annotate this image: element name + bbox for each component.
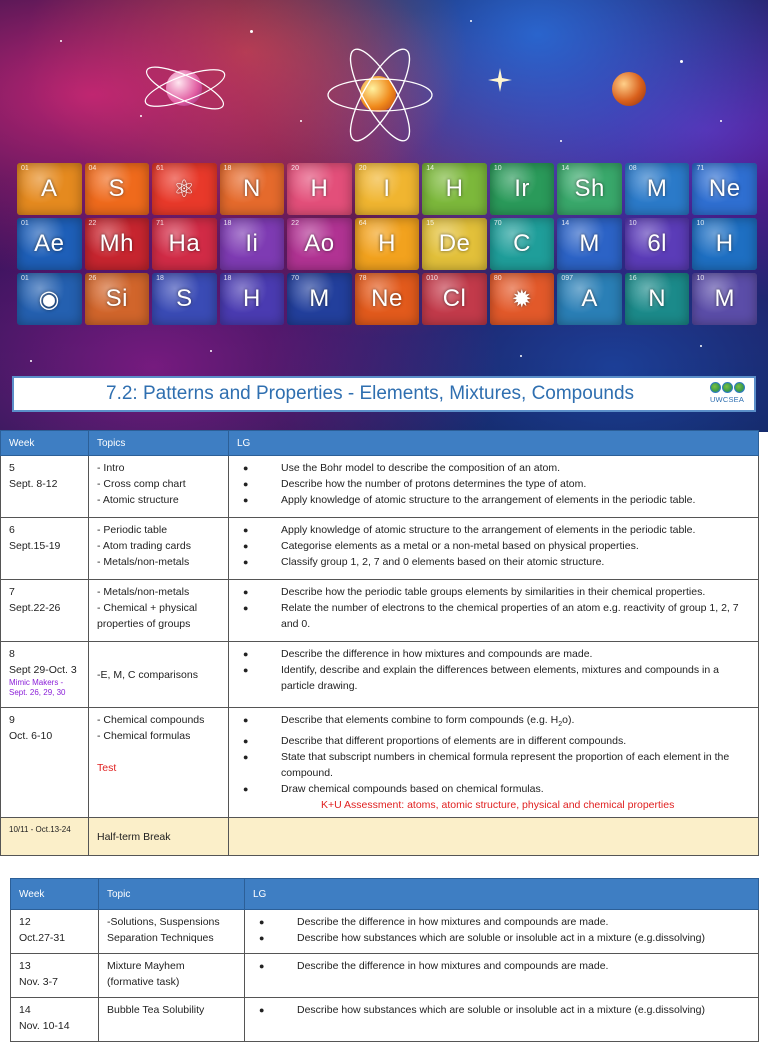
table-row: [1, 708, 759, 818]
element-symbol: H: [715, 230, 734, 257]
element-symbol: I: [383, 175, 391, 202]
atom-orbit-icon: [140, 55, 230, 120]
element-number: 71: [156, 220, 164, 227]
planet-icon: [612, 72, 646, 106]
element-number: 71: [696, 165, 705, 172]
column-header-lg: LG: [229, 431, 759, 456]
page-title: 7.2: Patterns and Properties - Elements, Mixtures, Compounds: [106, 383, 635, 404]
element-symbol: N: [648, 285, 667, 312]
element-symbol: A: [41, 175, 58, 202]
star: [560, 140, 562, 142]
element-symbol: Ne: [708, 175, 741, 202]
element-tile: [17, 218, 82, 270]
topics-cell: Mixture Mayhem (formative task): [99, 954, 245, 998]
element-number: 14: [561, 220, 570, 227]
lg-cell: [229, 642, 759, 708]
lg-cell: [229, 708, 759, 818]
element-tile: [152, 273, 217, 325]
table-row: [11, 998, 759, 1042]
topics-cell: - Periodic table - Atom trading cards - Metals/non-metals: [89, 518, 229, 580]
element-symbol: M: [714, 285, 735, 312]
element-number: 22: [291, 220, 299, 227]
week-cell: 12 Oct.27-31: [11, 910, 99, 954]
mimic-makers-note: Mimic Makers -: [9, 678, 64, 687]
star: [520, 355, 522, 357]
periodic-table-art: [17, 163, 757, 325]
star: [720, 120, 722, 122]
element-number: 10: [493, 165, 502, 172]
element-symbol: Ha: [168, 230, 201, 257]
element-number: 01: [21, 275, 29, 282]
lg-item: ● Describe how the periodic table groups elements by similarities in their chemical properties.: [237, 584, 750, 600]
column-header-topics: Topics: [89, 431, 229, 456]
table-row: [11, 910, 759, 954]
element-tile: [220, 218, 285, 270]
week-cell: 7 Sept.22-26: [1, 580, 89, 642]
star: [60, 40, 62, 42]
element-symbol: Si: [105, 285, 128, 312]
element-number: 20: [358, 165, 367, 172]
logo-text: UWCSEA: [709, 395, 745, 404]
star: [30, 360, 32, 362]
test-note: Test: [97, 762, 117, 774]
lg-item: ● Describe the difference in how mixtures and compounds are made.: [253, 958, 750, 974]
element-symbol: H: [310, 175, 329, 202]
table-row: [1, 456, 759, 518]
element-symbol: Ae: [34, 230, 65, 257]
mimic-makers-dates: Sept. 26, 29, 30: [9, 688, 66, 697]
element-number: 26: [88, 275, 97, 282]
element-number: 80: [493, 275, 502, 282]
star: [470, 20, 472, 22]
element-symbol: M: [579, 230, 600, 257]
element-tile: [85, 273, 150, 325]
element-tile: [152, 163, 217, 215]
element-tile: [85, 218, 150, 270]
element-number: 16: [628, 275, 637, 282]
star: [210, 350, 212, 352]
title-bar: [12, 376, 756, 412]
element-number: 20: [291, 165, 299, 172]
lg-item: ● State that subscript numbers in chemical formula represent the proportion of each element in the compound.: [237, 749, 750, 781]
element-symbol: H: [378, 230, 396, 257]
topics-cell: Bubble Tea Solubility: [99, 998, 245, 1042]
element-number: 22: [88, 220, 97, 227]
uwcsea-logo: [706, 380, 748, 410]
element-tile: [490, 218, 555, 270]
lg-cell: [245, 998, 759, 1042]
element-tile: [85, 163, 150, 215]
lg-cell: [229, 580, 759, 642]
lg-cell: [229, 818, 759, 856]
element-symbol: Mh: [99, 230, 134, 257]
element-symbol: ⚛: [173, 175, 196, 203]
table-header-row: [1, 431, 759, 456]
lg-item: ● Describe the difference in how mixtures and compounds are made.: [253, 914, 750, 930]
lg-item: ● Describe how substances which are soluble or insoluble act in a mixture (e.g.dissolving): [253, 1002, 750, 1018]
element-number: 10: [628, 220, 637, 227]
element-symbol: H: [445, 175, 464, 202]
element-number: 10: [696, 275, 705, 282]
element-tile: [692, 163, 757, 215]
table-row: [11, 954, 759, 998]
table-header-row: [11, 879, 759, 910]
element-symbol: N: [242, 175, 261, 202]
column-header-topic: Topic: [99, 879, 245, 910]
lg-item: ● Apply knowledge of atomic structure to the arrangement of elements in the periodic table.: [237, 492, 750, 508]
lg-item: ● Describe that different proportions of elements are in different compounds.: [237, 733, 750, 749]
star: [680, 60, 683, 63]
table-row: [1, 580, 759, 642]
element-number: 78: [358, 275, 367, 282]
globe-icon: [710, 382, 745, 393]
topics-cell: -E, M, C comparisons: [89, 642, 229, 708]
column-header-week: Week: [1, 431, 89, 456]
element-number: 01: [21, 165, 29, 172]
element-number: 18: [223, 220, 232, 227]
element-symbol: Ii: [245, 230, 259, 257]
lg-item: ● Identify, describe and explain the differences between elements, mixtures and compounds in a particle drawing.: [237, 662, 750, 694]
lg-cell: [229, 456, 759, 518]
element-symbol: Cl: [442, 285, 467, 312]
element-symbol: De: [438, 230, 471, 257]
element-tile: [692, 273, 757, 325]
lg-item: ● Describe how the number of protons determines the type of atom.: [237, 476, 750, 492]
element-number: 61: [156, 165, 164, 172]
element-symbol: H: [242, 285, 261, 312]
topics-cell: Half-term Break: [89, 818, 229, 856]
element-tile: [220, 273, 285, 325]
lg-item: ● Draw chemical compounds based on chemical formulas.: [237, 781, 750, 797]
element-number: 70: [493, 220, 502, 227]
atom-icon: [325, 45, 435, 145]
lg-item: ● Describe that elements combine to form compounds (e.g. $H_2o$).: [237, 712, 750, 733]
element-number: 14: [426, 165, 435, 172]
week-cell: 14 Nov. 10-14: [11, 998, 99, 1042]
lg-item: ● Apply knowledge of atomic structure to the arrangement of elements in the periodic table.: [237, 522, 750, 538]
element-tile: [355, 163, 420, 215]
lg-item: ● Describe the difference in how mixtures and compounds are made.: [237, 646, 750, 662]
cover-banner: [0, 0, 768, 432]
element-number: 18: [156, 275, 164, 282]
lg-item: ● Describe how substances which are soluble or insoluble act in a mixture (e.g.dissolving): [253, 930, 750, 946]
week-cell: 13 Nov. 3-7: [11, 954, 99, 998]
topics-cell: - Intro - Cross comp chart - Atomic structure: [89, 456, 229, 518]
element-number: 15: [426, 220, 435, 227]
element-number: 14: [561, 165, 570, 172]
element-number: 18: [223, 275, 232, 282]
element-tile: [625, 273, 690, 325]
element-symbol: S: [108, 175, 126, 202]
element-tile: [422, 273, 487, 325]
lg-item: ● Categorise elements as a metal or a non-metal based on physical properties.: [237, 538, 750, 554]
element-symbol: M: [309, 285, 330, 312]
element-tile: [355, 218, 420, 270]
element-tile: [287, 163, 352, 215]
lg-item: ● Classify group 1, 2, 7 and 0 elements based on their atomic structure.: [237, 554, 750, 570]
element-tile: [557, 273, 622, 325]
element-symbol: Sh: [574, 175, 605, 202]
element-tile: [17, 273, 82, 325]
element-tile: [692, 218, 757, 270]
topics-cell: - Chemical compounds - Chemical formulas Test: [89, 708, 229, 818]
element-tile: [625, 163, 690, 215]
week-cell: 8 Sept 29-Oct. 3 Mimic Makers - Sept. 26, 29, 30: [1, 642, 89, 708]
element-symbol: 6l: [647, 230, 668, 257]
element-symbol: C: [513, 230, 531, 257]
half-term-break-row: [1, 818, 759, 856]
star: [700, 345, 702, 347]
table-row: [1, 518, 759, 580]
element-tile: [422, 218, 487, 270]
element-number: 04: [88, 165, 97, 172]
element-tile: [152, 218, 217, 270]
element-number: 01: [21, 220, 29, 227]
element-tile: [625, 218, 690, 270]
element-tile: [220, 163, 285, 215]
element-number: 10: [696, 220, 705, 227]
assessment-note: K+U Assessment: atoms, atomic structure, physical and chemical properties: [321, 799, 675, 812]
column-header-lg: LG: [245, 879, 759, 910]
week-cell: 9 Oct. 6-10: [1, 708, 89, 818]
topics-cell: -Solutions, Suspensions Separation Techniques: [99, 910, 245, 954]
element-tile: [422, 163, 487, 215]
element-tile: [17, 163, 82, 215]
element-number: 010: [426, 275, 438, 282]
lg-cell: [229, 518, 759, 580]
element-symbol: A: [581, 285, 598, 312]
element-symbol: ✹: [511, 285, 533, 313]
schedule-table-2: [10, 878, 759, 1042]
element-number: 70: [291, 275, 299, 282]
lg-item: ● Use the Bohr model to describe the composition of an atom.: [237, 460, 750, 476]
element-tile: [557, 218, 622, 270]
table-row: [1, 642, 759, 708]
element-symbol: S: [176, 285, 193, 312]
lg-cell: [245, 910, 759, 954]
element-tile: [287, 218, 352, 270]
element-symbol: M: [646, 175, 668, 202]
week-cell: 10/11 - Oct.13-24: [1, 818, 89, 856]
element-symbol: Ir: [514, 175, 530, 202]
element-symbol: Ne: [371, 285, 403, 312]
star: [250, 30, 253, 33]
column-header-week: Week: [11, 879, 99, 910]
lg-cell: [245, 954, 759, 998]
element-number: 18: [223, 165, 232, 172]
element-tile: [490, 273, 555, 325]
lg-item: ● Relate the number of electrons to the chemical properties of an atom e.g. reactivity of group 1, 2, 7 and 0.: [237, 600, 750, 632]
element-number: 64: [358, 220, 367, 227]
element-tile: [287, 273, 352, 325]
element-tile: [490, 163, 555, 215]
schedule-table-1: [0, 430, 759, 856]
element-number: 097: [561, 275, 574, 282]
week-cell: 5 Sept. 8-12: [1, 456, 89, 518]
element-tile: [557, 163, 622, 215]
element-symbol: Ao: [304, 230, 335, 257]
sparkle-star-icon: [488, 68, 512, 92]
star: [300, 120, 302, 122]
element-symbol: ◉: [38, 285, 60, 313]
periodic-table-footer: [17, 325, 757, 337]
element-tile: [355, 273, 420, 325]
element-number: 08: [628, 165, 637, 172]
week-cell: 6 Sept.15-19: [1, 518, 89, 580]
topics-cell: - Metals/non-metals - Chemical + physical properties of groups: [89, 580, 229, 642]
